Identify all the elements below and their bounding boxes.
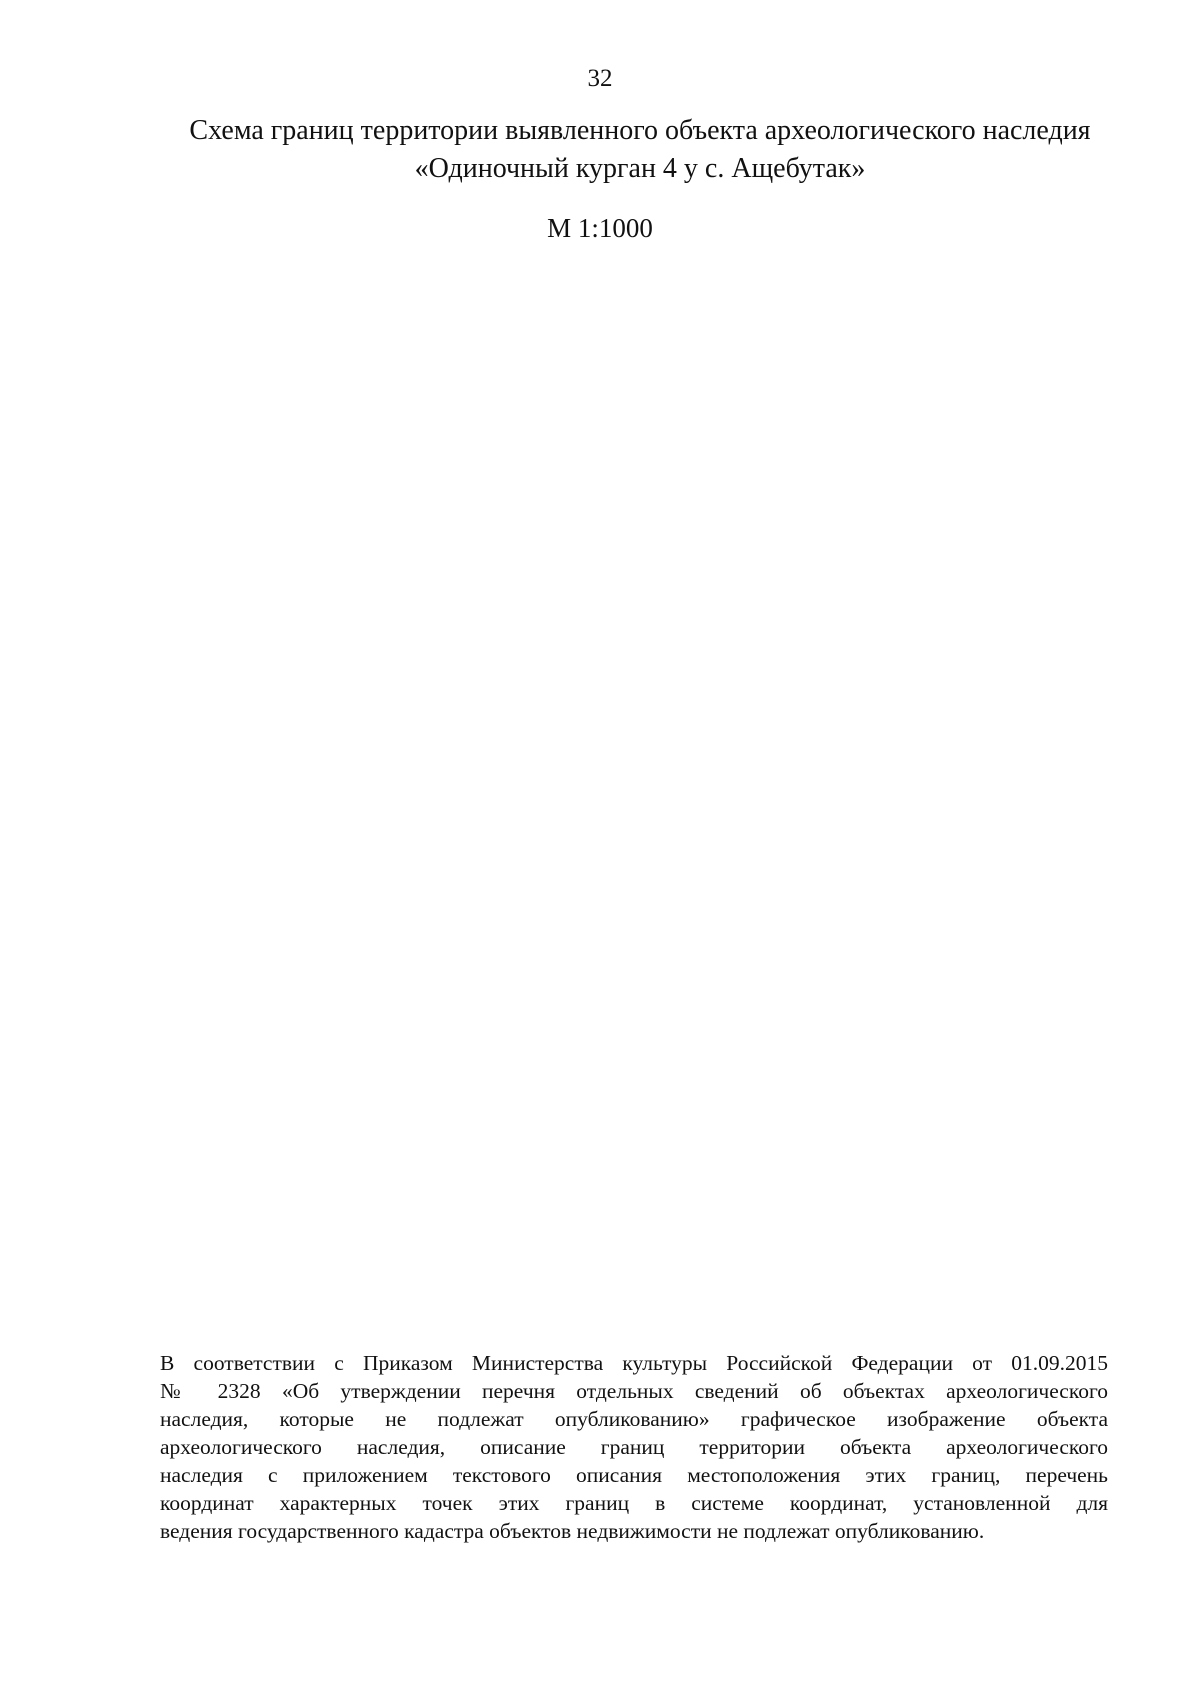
map-scale: М 1:1000	[547, 213, 653, 243]
notice-line-1: В соответствии с Приказом Министерства культуры Российской Федерации от 01.09.2015	[160, 1351, 1108, 1375]
notice-line-7: ведения государственного кадастра объектов недвижимости не подлежат опубликованию.	[160, 1519, 985, 1543]
document-title	[150, 112, 1130, 188]
title-line-2: «Одиночный курган 4 у с. Ащебутак»	[414, 153, 866, 184]
page-number: 32	[587, 65, 613, 92]
notice-line-2: № 2328 «Об утверждении перечня отдельных сведений об объектах археологического	[160, 1379, 1108, 1403]
publication-notice	[160, 1349, 1108, 1545]
notice-line-6: координат характерных точек этих границ в системе координат, установленной для	[160, 1491, 1108, 1515]
title-line-1: Схема границ территории выявленного объекта археологического наследия	[189, 115, 1091, 146]
notice-line-4: археологического наследия, описание границ территории объекта археологического	[160, 1435, 1108, 1459]
notice-line-5: наследия с приложением текстового описания местоположения этих границ, перечень	[160, 1463, 1108, 1487]
scheme-blank-area	[150, 260, 1110, 1320]
notice-line-3: наследия, которые не подлежат опубликованию» графическое изображение объекта	[160, 1407, 1108, 1431]
